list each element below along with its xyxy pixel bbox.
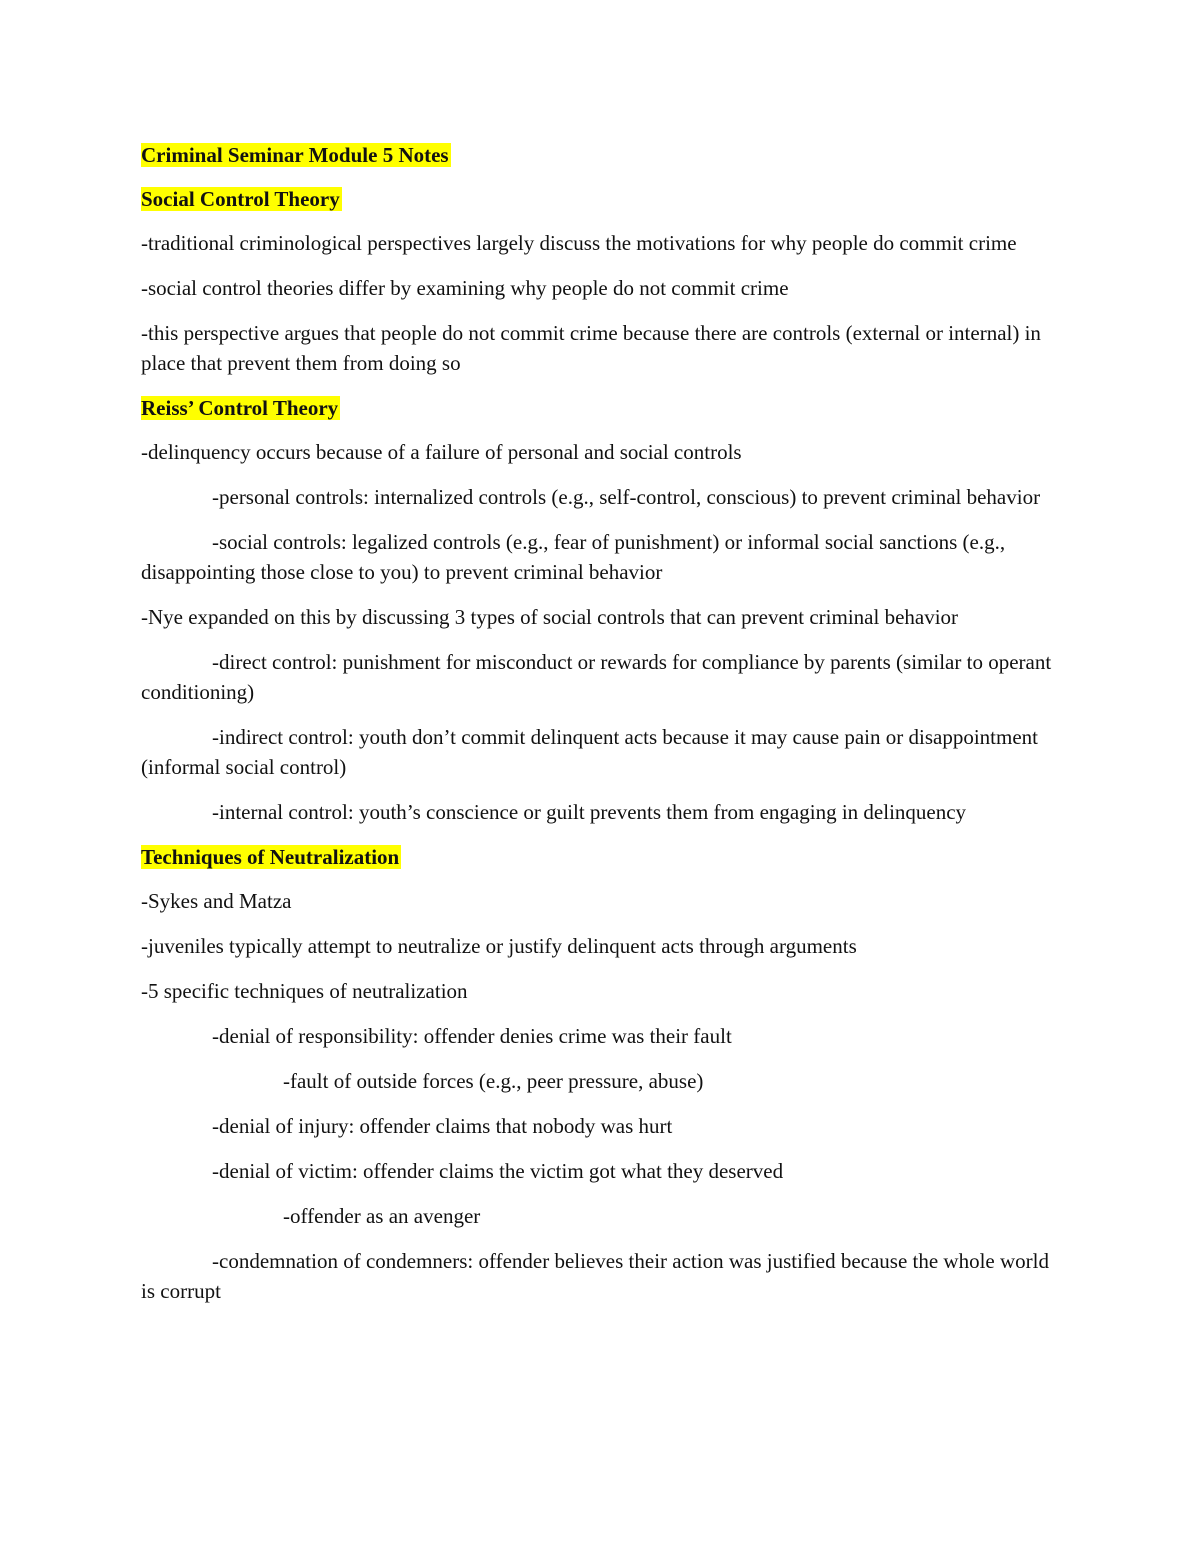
paragraph: -5 specific techniques of neutralization xyxy=(141,979,468,1003)
section-heading-text: Techniques of Neutralization xyxy=(141,845,400,869)
indented-paragraph: -internal control: youth’s conscience or guilt prevents them from engaging in delinquency xyxy=(212,800,967,824)
paragraph: -this perspective argues that people do not commit crime because there are controls (external or internal) in place that prevent them from doing so xyxy=(141,321,1041,375)
paragraph: -Nye expanded on this by discussing 3 types of social controls that can prevent criminal behavior xyxy=(141,605,959,629)
section-heading-text: Reiss’ Control Theory xyxy=(141,396,339,420)
document-title xyxy=(141,140,1066,170)
indented-paragraph: -social controls: legalized controls (e.g., fear of punishment) or informal social sanctions (e.g., disappointing those close to you) to prevent criminal behavior xyxy=(141,530,1006,584)
paragraph: -juveniles typically attempt to neutralize or justify delinquent acts through arguments xyxy=(141,934,857,958)
indented-paragraph: -denial of responsibility: offender denies crime was their fault xyxy=(212,1024,732,1048)
indented-paragraph: -denial of victim: offender claims the victim got what they deserved xyxy=(212,1159,784,1183)
indented-paragraph: -personal controls: internalized controls (e.g., self-control, conscious) to prevent criminal behavior xyxy=(212,485,1041,509)
indented-paragraph: -condemnation of condemners: offender believes their action was justified because the whole world is corrupt xyxy=(141,1249,1049,1303)
section-heading-neutralization xyxy=(141,842,1066,872)
paragraph: -social control theories differ by examining why people do not commit crime xyxy=(141,276,789,300)
section-heading-text: Social Control Theory xyxy=(141,187,340,211)
indented-paragraph: -indirect control: youth don’t commit delinquent acts because it may cause pain or disappointment (informal social control) xyxy=(141,725,1038,779)
sub-indented-paragraph: -fault of outside forces (e.g., peer pressure, abuse) xyxy=(283,1069,704,1093)
section-heading-social-control xyxy=(141,184,1066,214)
paragraph: -delinquency occurs because of a failure of personal and social controls xyxy=(141,440,742,464)
sub-indented-paragraph: -offender as an avenger xyxy=(283,1204,481,1228)
document-page xyxy=(141,140,1066,1321)
document-title-text: Criminal Seminar Module 5 Notes xyxy=(141,143,449,167)
section-heading-reiss-control xyxy=(141,393,1066,423)
paragraph: -traditional criminological perspectives largely discuss the motivations for why people do commit crime xyxy=(141,231,1017,255)
indented-paragraph: -denial of injury: offender claims that nobody was hurt xyxy=(212,1114,673,1138)
indented-paragraph: -direct control: punishment for misconduct or rewards for compliance by parents (similar to operant conditioning) xyxy=(141,650,1052,704)
paragraph: -Sykes and Matza xyxy=(141,889,292,913)
